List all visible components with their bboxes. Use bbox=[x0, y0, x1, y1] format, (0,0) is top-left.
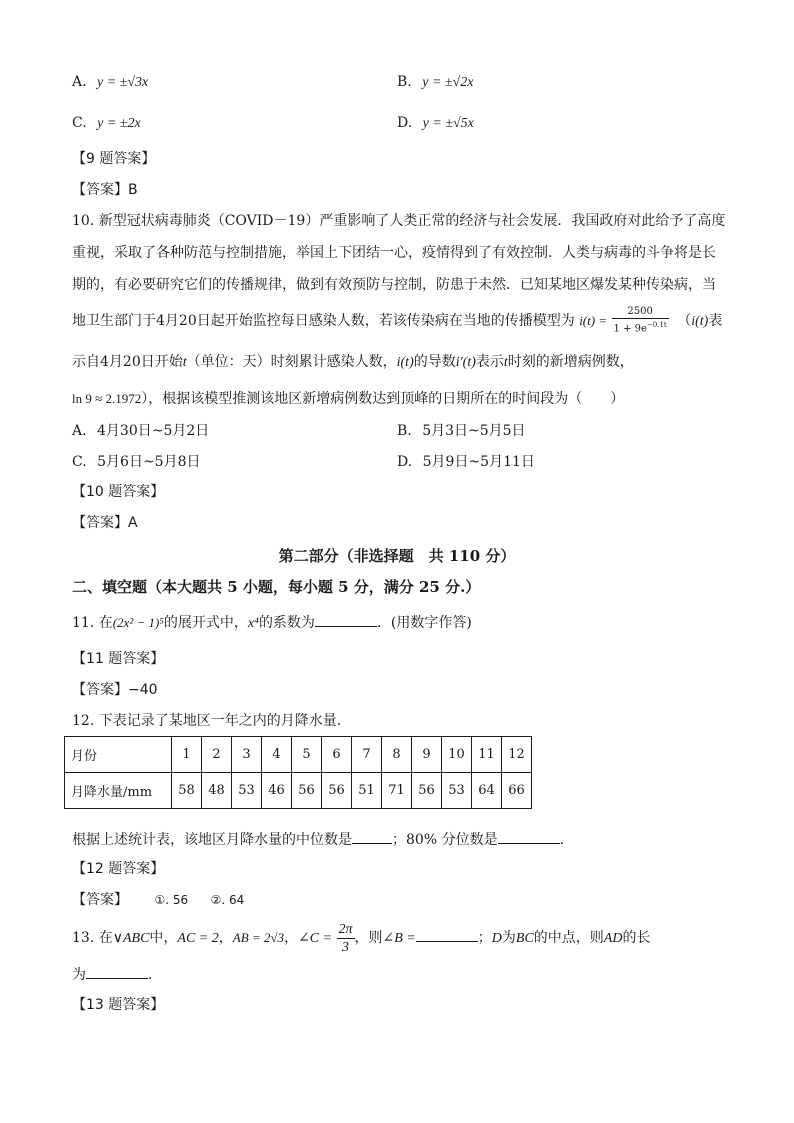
rainfall-header: 月降水量/mm bbox=[65, 773, 172, 809]
q10-line-6-math: ln 9 ≈ 2.1972 bbox=[72, 391, 142, 406]
q10-line-1: 10. 新型冠状病毒肺炎（COVID－19）严重影响了人类正常的经济与社会发展．我国政府对此给予了高度 bbox=[72, 213, 726, 229]
q12-question-a: 根据上述统计表，该地区月降水量的中位数是 bbox=[72, 832, 352, 848]
q13-line-2-a: 为 bbox=[72, 967, 86, 983]
rainfall-cell: 51 bbox=[352, 773, 382, 809]
q10-option-c-label: C. bbox=[72, 454, 87, 470]
q10-option-a-text: 4月30日~5月2日 bbox=[97, 423, 210, 439]
q10-line-5-ipt: i′(t) bbox=[455, 355, 476, 370]
q12-stem: 12. 下表记录了某地区一年之内的月降水量. bbox=[72, 713, 342, 729]
rainfall-cell: 53 bbox=[232, 773, 262, 809]
q13-e: ，则 bbox=[354, 930, 383, 946]
q12-median-blank[interactable] bbox=[352, 829, 392, 844]
q10-line-3: 期的，有必要研究它们的传播规律，做到有效预防与控制，防患于未然．已知某地区爆发某种传染病，当 bbox=[72, 277, 716, 293]
q11-expression: (2x² − 1)⁵ bbox=[112, 615, 164, 630]
q9-option-d-label: D. bbox=[397, 115, 413, 131]
q10-option-b-label: B. bbox=[397, 423, 412, 439]
rainfall-cell: 46 bbox=[262, 773, 292, 809]
table-row-months bbox=[65, 737, 532, 773]
month-cell: 9 bbox=[412, 737, 442, 773]
q12-answer-2: ②. 64 bbox=[210, 893, 245, 907]
q10-line-2: 重视，采取了各种防范与控制措施，举国上下团结一心，疫情得到了有效控制．人类与病毒的斗争将是长 bbox=[72, 245, 716, 261]
q11-mid: 的展开式中， bbox=[163, 615, 248, 631]
q13-ad: AD bbox=[603, 931, 623, 946]
q10-line-4 bbox=[72, 304, 722, 339]
q13-ab: AB = 2√3 bbox=[232, 930, 285, 945]
month-cell: 6 bbox=[322, 737, 352, 773]
q13-angle-b-blank[interactable] bbox=[416, 927, 478, 942]
q13-point-d: D bbox=[491, 931, 502, 946]
q10-model-denominator bbox=[612, 319, 669, 335]
q10-line-5-a: 示自4月20日开始 bbox=[72, 354, 183, 370]
q10-option-b-text: 5月3日~5月5日 bbox=[422, 423, 526, 439]
q11-answer: 【答案】−40 bbox=[72, 682, 158, 698]
q10-model-fraction bbox=[612, 306, 669, 335]
q13-line-2-b: ． bbox=[148, 967, 162, 983]
rainfall-cell: 56 bbox=[412, 773, 442, 809]
q13-fraction-denominator: 3 bbox=[342, 939, 350, 955]
q10-line-5-t2: t bbox=[503, 355, 508, 370]
q10-line-4-it: i(t) bbox=[691, 314, 709, 329]
q13-c: ， bbox=[218, 930, 233, 946]
section-fill-in-title: 二、填空题（本大题共 5 小题，每小题 5 分，满分 25 分.） bbox=[72, 578, 481, 596]
months-header: 月份 bbox=[65, 737, 172, 773]
rainfall-cell: 66 bbox=[502, 773, 532, 809]
q12-question-b: ；80% 分位数是 bbox=[392, 832, 498, 848]
q9-answer-header: 【9 题答案】 bbox=[72, 151, 156, 167]
q12-answer-header: 【12 题答案】 bbox=[72, 861, 165, 877]
q11-answer-header: 【11 题答案】 bbox=[72, 651, 165, 667]
q13-d: ， bbox=[284, 930, 299, 946]
rainfall-table bbox=[64, 736, 532, 809]
q10-option-d-text: 5月9日~5月11日 bbox=[422, 454, 535, 470]
q10-line-6 bbox=[72, 389, 624, 409]
month-cell: 10 bbox=[442, 737, 472, 773]
q9-option-c-expr: y = ±2x bbox=[97, 116, 141, 131]
table-row-rainfall bbox=[65, 773, 532, 809]
month-cell: 1 bbox=[172, 737, 202, 773]
q10-option-d bbox=[397, 452, 535, 472]
part-two-title: 第二部分（非选择题 共 110 分） bbox=[278, 547, 516, 565]
q13-angle-fraction bbox=[337, 921, 355, 956]
q12-percentile-blank[interactable] bbox=[498, 829, 560, 844]
q11-suffix-a: 的系数为 bbox=[258, 615, 315, 631]
rainfall-cell: 71 bbox=[382, 773, 412, 809]
month-cell: 3 bbox=[232, 737, 262, 773]
rainfall-cell: 56 bbox=[322, 773, 352, 809]
q13-angle-b: ∠B = bbox=[382, 931, 416, 946]
q13-f: ； bbox=[477, 930, 492, 946]
q10-line-5 bbox=[72, 352, 634, 373]
q10-line-5-e: 时刻的新增病例数， bbox=[507, 354, 634, 370]
q13-bc: BC bbox=[515, 931, 534, 946]
q13-line-2 bbox=[72, 964, 162, 985]
q11-prefix: 11. 在 bbox=[72, 615, 113, 631]
q9-option-d-expr: y = ±√5x bbox=[422, 116, 474, 131]
q13-b: 中， bbox=[149, 930, 178, 946]
q10-line-4-text: 地卫生部门于4月20日起开始监控每日感染人数，若该传染病在当地的传播模型为 bbox=[72, 313, 575, 329]
q10-line-5-t: t bbox=[182, 355, 187, 370]
q9-option-b-label: B. bbox=[397, 74, 412, 90]
q13-angle-c: ∠C = bbox=[298, 931, 333, 946]
q13-stem bbox=[72, 920, 650, 957]
rainfall-cell: 64 bbox=[472, 773, 502, 809]
q13-g: 为 bbox=[501, 930, 516, 946]
q10-option-b bbox=[397, 421, 526, 441]
rainfall-cell: 56 bbox=[292, 773, 322, 809]
q9-option-d bbox=[397, 113, 474, 134]
month-cell: 12 bbox=[502, 737, 532, 773]
month-cell: 5 bbox=[292, 737, 322, 773]
rainfall-cell: 58 bbox=[172, 773, 202, 809]
rainfall-cell: 53 bbox=[442, 773, 472, 809]
q13-answer-header: 【13 题答案】 bbox=[72, 997, 165, 1013]
q13-ac: AC = 2 bbox=[177, 931, 219, 946]
q10-option-d-label: D. bbox=[397, 454, 413, 470]
q10-option-a bbox=[72, 421, 209, 441]
q10-line-5-b: （单位：天）时刻累计感染人数， bbox=[186, 354, 397, 370]
month-cell: 2 bbox=[202, 737, 232, 773]
q9-option-a-expr: y = ±√3x bbox=[97, 75, 149, 90]
q10-line-5-c: 的导数 bbox=[413, 354, 456, 370]
q12-answer-label: 【答案】 bbox=[72, 892, 128, 908]
month-cell: 4 bbox=[262, 737, 292, 773]
q9-option-b-expr: y = ±√2x bbox=[422, 75, 474, 90]
q11-suffix-b: ．(用数字作答) bbox=[376, 615, 472, 631]
q9-option-c-label: C. bbox=[72, 115, 87, 131]
q13-h: 的中点，则 bbox=[533, 930, 604, 946]
q10-line-6-text: ），根据该模型推测该地区新增病例数达到顶峰的日期所在的时间段为（ ） bbox=[141, 391, 625, 407]
q10-answer: 【答案】A bbox=[72, 515, 138, 531]
q10-line-4-tail: 表 bbox=[708, 313, 723, 329]
q10-line-5-it: i(t) bbox=[396, 355, 414, 370]
q10-answer-header: 【10 题答案】 bbox=[72, 484, 165, 500]
q10-option-c bbox=[72, 452, 200, 472]
q13-triangle: ∨ABC bbox=[112, 931, 150, 946]
q11-x4: x⁴ bbox=[247, 616, 259, 631]
q9-answer: 【答案】B bbox=[72, 182, 138, 198]
q12-answer bbox=[72, 890, 244, 910]
q10-option-a-label: A. bbox=[72, 423, 87, 439]
q10-model-numerator: 2500 bbox=[612, 306, 669, 319]
month-cell: 11 bbox=[472, 737, 502, 773]
q10-line-5-d: 表示 bbox=[475, 354, 504, 370]
q12-question bbox=[72, 829, 574, 850]
q12-answer-1: ①. 56 bbox=[154, 893, 189, 907]
rainfall-cell: 48 bbox=[202, 773, 232, 809]
q9-option-c bbox=[72, 113, 141, 134]
q12-question-c: ． bbox=[559, 832, 574, 848]
month-cell: 7 bbox=[352, 737, 382, 773]
q13-i: 的长 bbox=[622, 930, 651, 946]
q11-answer-blank[interactable] bbox=[315, 612, 377, 627]
q13-a: 13. 在 bbox=[72, 930, 113, 946]
q10-model-lhs: i(t) = bbox=[579, 313, 608, 328]
q13-ad-blank[interactable] bbox=[86, 964, 148, 979]
month-cell: 8 bbox=[382, 737, 412, 773]
q13-fraction-numerator: 2π bbox=[338, 921, 353, 937]
q10-line-4-paren: （ bbox=[677, 313, 692, 329]
q9-option-b bbox=[397, 72, 473, 93]
q9-option-a bbox=[72, 72, 148, 93]
q9-option-a-label: A. bbox=[72, 74, 87, 90]
q11-stem bbox=[72, 612, 472, 634]
q10-model-denominator-base: 1 + 9e bbox=[613, 323, 647, 335]
q10-model-exponent: −0.1t bbox=[646, 321, 667, 330]
q10-option-c-text: 5月6日~5月8日 bbox=[97, 454, 201, 470]
